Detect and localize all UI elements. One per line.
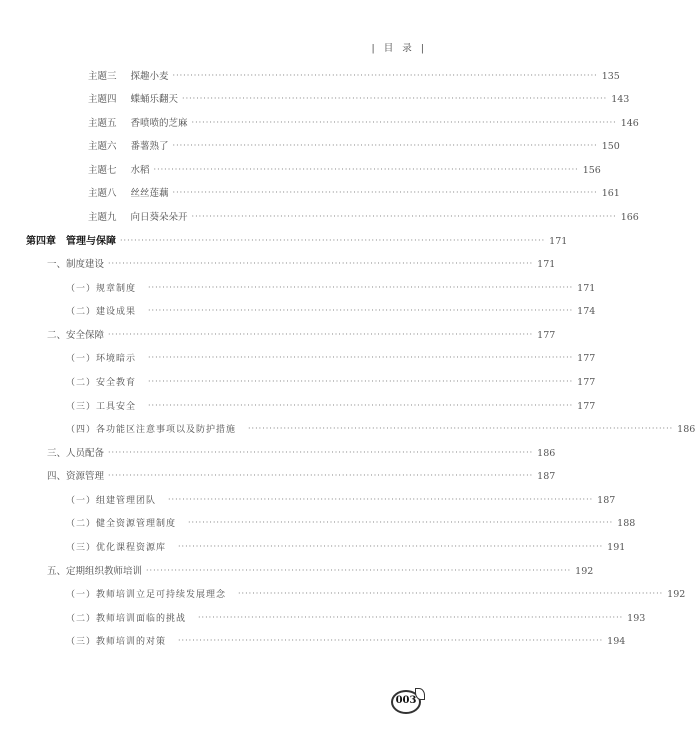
dot-leader: ························································································································ [248, 424, 674, 433]
toc-entry-label: （三）教师培训的对策 [66, 637, 167, 647]
toc-page-number: 150 [601, 141, 620, 152]
toc-page-number: 192 [667, 589, 686, 600]
toc-entry[interactable] [0, 631, 626, 647]
toc-entry[interactable] [0, 207, 639, 223]
toc-entry[interactable] [0, 136, 620, 152]
toc-page-number: 191 [607, 542, 626, 553]
dot-leader: ························································································································ [191, 118, 617, 127]
toc-entry[interactable] [0, 301, 596, 317]
dot-leader: ························································································································ [108, 330, 534, 339]
dot-leader: ························································································································ [188, 518, 614, 527]
toc-entry-label: （一）规章制度 [66, 284, 137, 294]
dot-leader: ························································································································ [148, 353, 574, 362]
toc-page-number: 186 [677, 424, 695, 435]
toc-entry-label: （三）工具安全 [66, 402, 137, 412]
toc-entry[interactable] [0, 372, 596, 388]
dot-leader: ························································································································ [146, 566, 572, 575]
toc-entry-label [0, 115, 188, 129]
dot-leader: ························································································································ [108, 471, 534, 480]
toc-page-number: 161 [601, 188, 620, 199]
toc-page-number: 177 [577, 401, 596, 412]
dot-leader: ························································································································ [148, 306, 574, 315]
toc-page-number: 143 [611, 94, 630, 105]
toc-entry[interactable] [0, 325, 556, 341]
toc-page-number: 177 [577, 353, 596, 364]
toc-entry-label [0, 138, 169, 152]
dot-leader: ························································································································ [172, 71, 598, 80]
toc-page-number: 192 [575, 566, 594, 577]
toc-entry-label: （四）各功能区注意事项以及防护措施 [66, 425, 237, 435]
toc-page-number: 187 [537, 471, 556, 482]
toc-entry[interactable] [0, 490, 616, 506]
toc-entry-title: 水稻 [130, 165, 150, 176]
toc-entry-number: 主题八 [88, 188, 117, 199]
toc-entry[interactable] [0, 584, 686, 600]
toc-page-number: 156 [582, 165, 601, 176]
toc-entry[interactable] [0, 66, 620, 82]
toc-entry-title: 蝶蛹乐翻天 [130, 94, 179, 105]
toc-entry-title: 香喷喷的芝麻 [130, 118, 188, 129]
dot-leader: ························································································································ [191, 212, 617, 221]
toc-entry-title: 管理与保障 [66, 236, 116, 247]
toc-entry-title: 探趣小麦 [130, 71, 169, 82]
toc-entry[interactable] [0, 231, 568, 247]
toc-entry-label: （二）安全教育 [66, 378, 137, 388]
dot-leader: ························································································································ [148, 401, 574, 410]
toc-entry-label: （一）环境暗示 [66, 354, 137, 364]
toc-entry[interactable] [0, 608, 646, 624]
dot-leader: ························································································································ [238, 589, 664, 598]
toc-entry[interactable] [0, 443, 556, 459]
toc-page-number: 171 [577, 283, 596, 294]
toc-entry-number: 第四章 [26, 236, 56, 247]
page-number: 003 [395, 695, 417, 706]
toc-page-number: 194 [607, 636, 626, 647]
toc-entry[interactable] [0, 561, 594, 577]
toc-entry-number: 主题九 [88, 212, 117, 223]
toc-entry-label: 一、制度建设 [47, 259, 105, 270]
toc-entry-title: 丝丝莲藕 [130, 188, 169, 199]
toc-entry[interactable] [0, 254, 556, 270]
toc-entry[interactable] [0, 513, 636, 529]
toc-entry[interactable] [0, 396, 596, 412]
toc-entry-label: 四、资源管理 [47, 471, 105, 482]
toc-page-number: 186 [537, 448, 556, 459]
toc-page-number: 177 [537, 330, 556, 341]
dot-leader: ························································································································ [120, 236, 546, 245]
toc-entry-label: （一）组建管理团队 [66, 496, 157, 506]
toc-entry-label: （二）建设成果 [66, 307, 137, 317]
dot-leader: ························································································································ [168, 495, 594, 504]
toc-page-number: 187 [597, 495, 616, 506]
dot-leader: ························································································································ [153, 165, 579, 174]
toc-entry-label [0, 209, 188, 223]
toc-entry-label [0, 232, 116, 247]
toc-entry-number: 主题四 [88, 94, 117, 105]
toc-entry-label: 三、人员配备 [47, 448, 105, 459]
dot-leader: ························································································································ [148, 283, 574, 292]
toc-page-number: 135 [601, 71, 620, 82]
dot-leader: ························································································································ [172, 141, 598, 150]
toc-entry-label [0, 68, 169, 82]
toc-entry-label: 二、安全保障 [47, 330, 105, 341]
toc-entry[interactable] [0, 537, 626, 553]
page-number-badge [387, 688, 427, 716]
toc-entry-label [0, 162, 150, 176]
toc-entry[interactable] [0, 419, 695, 435]
toc-page-number: 146 [620, 118, 639, 129]
toc-entry[interactable] [0, 113, 639, 129]
toc-entry-label: 五、定期组织教师培训 [47, 566, 143, 577]
toc-page-number: 171 [537, 259, 556, 270]
toc-page-number: 166 [620, 212, 639, 223]
toc-entry-label [0, 91, 178, 105]
toc-entry-title: 向日葵朵朵开 [130, 212, 188, 223]
dot-leader: ························································································································ [172, 188, 598, 197]
toc-page-number: 177 [577, 377, 596, 388]
toc-page-number: 171 [549, 236, 568, 247]
dot-leader: ························································································································ [198, 613, 624, 622]
toc-entry-label: （二）健全资源管理制度 [66, 519, 177, 529]
toc-entry-number: 主题六 [88, 141, 117, 152]
toc-entry-label: （三）优化课程资源库 [66, 543, 167, 553]
toc-entry-number: 主题七 [88, 165, 117, 176]
toc-entry-label [0, 185, 169, 199]
toc-entry[interactable] [0, 466, 556, 482]
toc-entry-number: 主题五 [88, 118, 117, 129]
toc-entry[interactable] [0, 183, 620, 199]
toc-entry[interactable] [0, 89, 630, 105]
dot-leader: ························································································································ [108, 448, 534, 457]
toc-entry[interactable] [0, 278, 596, 294]
dot-leader: ························································································································ [108, 259, 534, 268]
toc-entry-title: 番薯熟了 [130, 141, 169, 152]
toc-page-number: 188 [617, 518, 636, 529]
dot-leader: ························································································································ [148, 377, 574, 386]
running-header: | 目 录 | [371, 43, 427, 54]
toc-page-number: 193 [627, 613, 646, 624]
toc-entry-number: 主题三 [88, 71, 117, 82]
toc-entry[interactable] [0, 348, 596, 364]
dot-leader: ························································································································ [178, 636, 604, 645]
toc-entry-label: （二）教师培训面临的挑战 [66, 614, 187, 624]
toc-page-number: 174 [577, 306, 596, 317]
dot-leader: ························································································································ [178, 542, 604, 551]
toc-entry-label: （一）教师培训立足可持续发展理念 [66, 590, 227, 600]
toc-entry[interactable] [0, 160, 601, 176]
dot-leader: ························································································································ [182, 94, 608, 103]
